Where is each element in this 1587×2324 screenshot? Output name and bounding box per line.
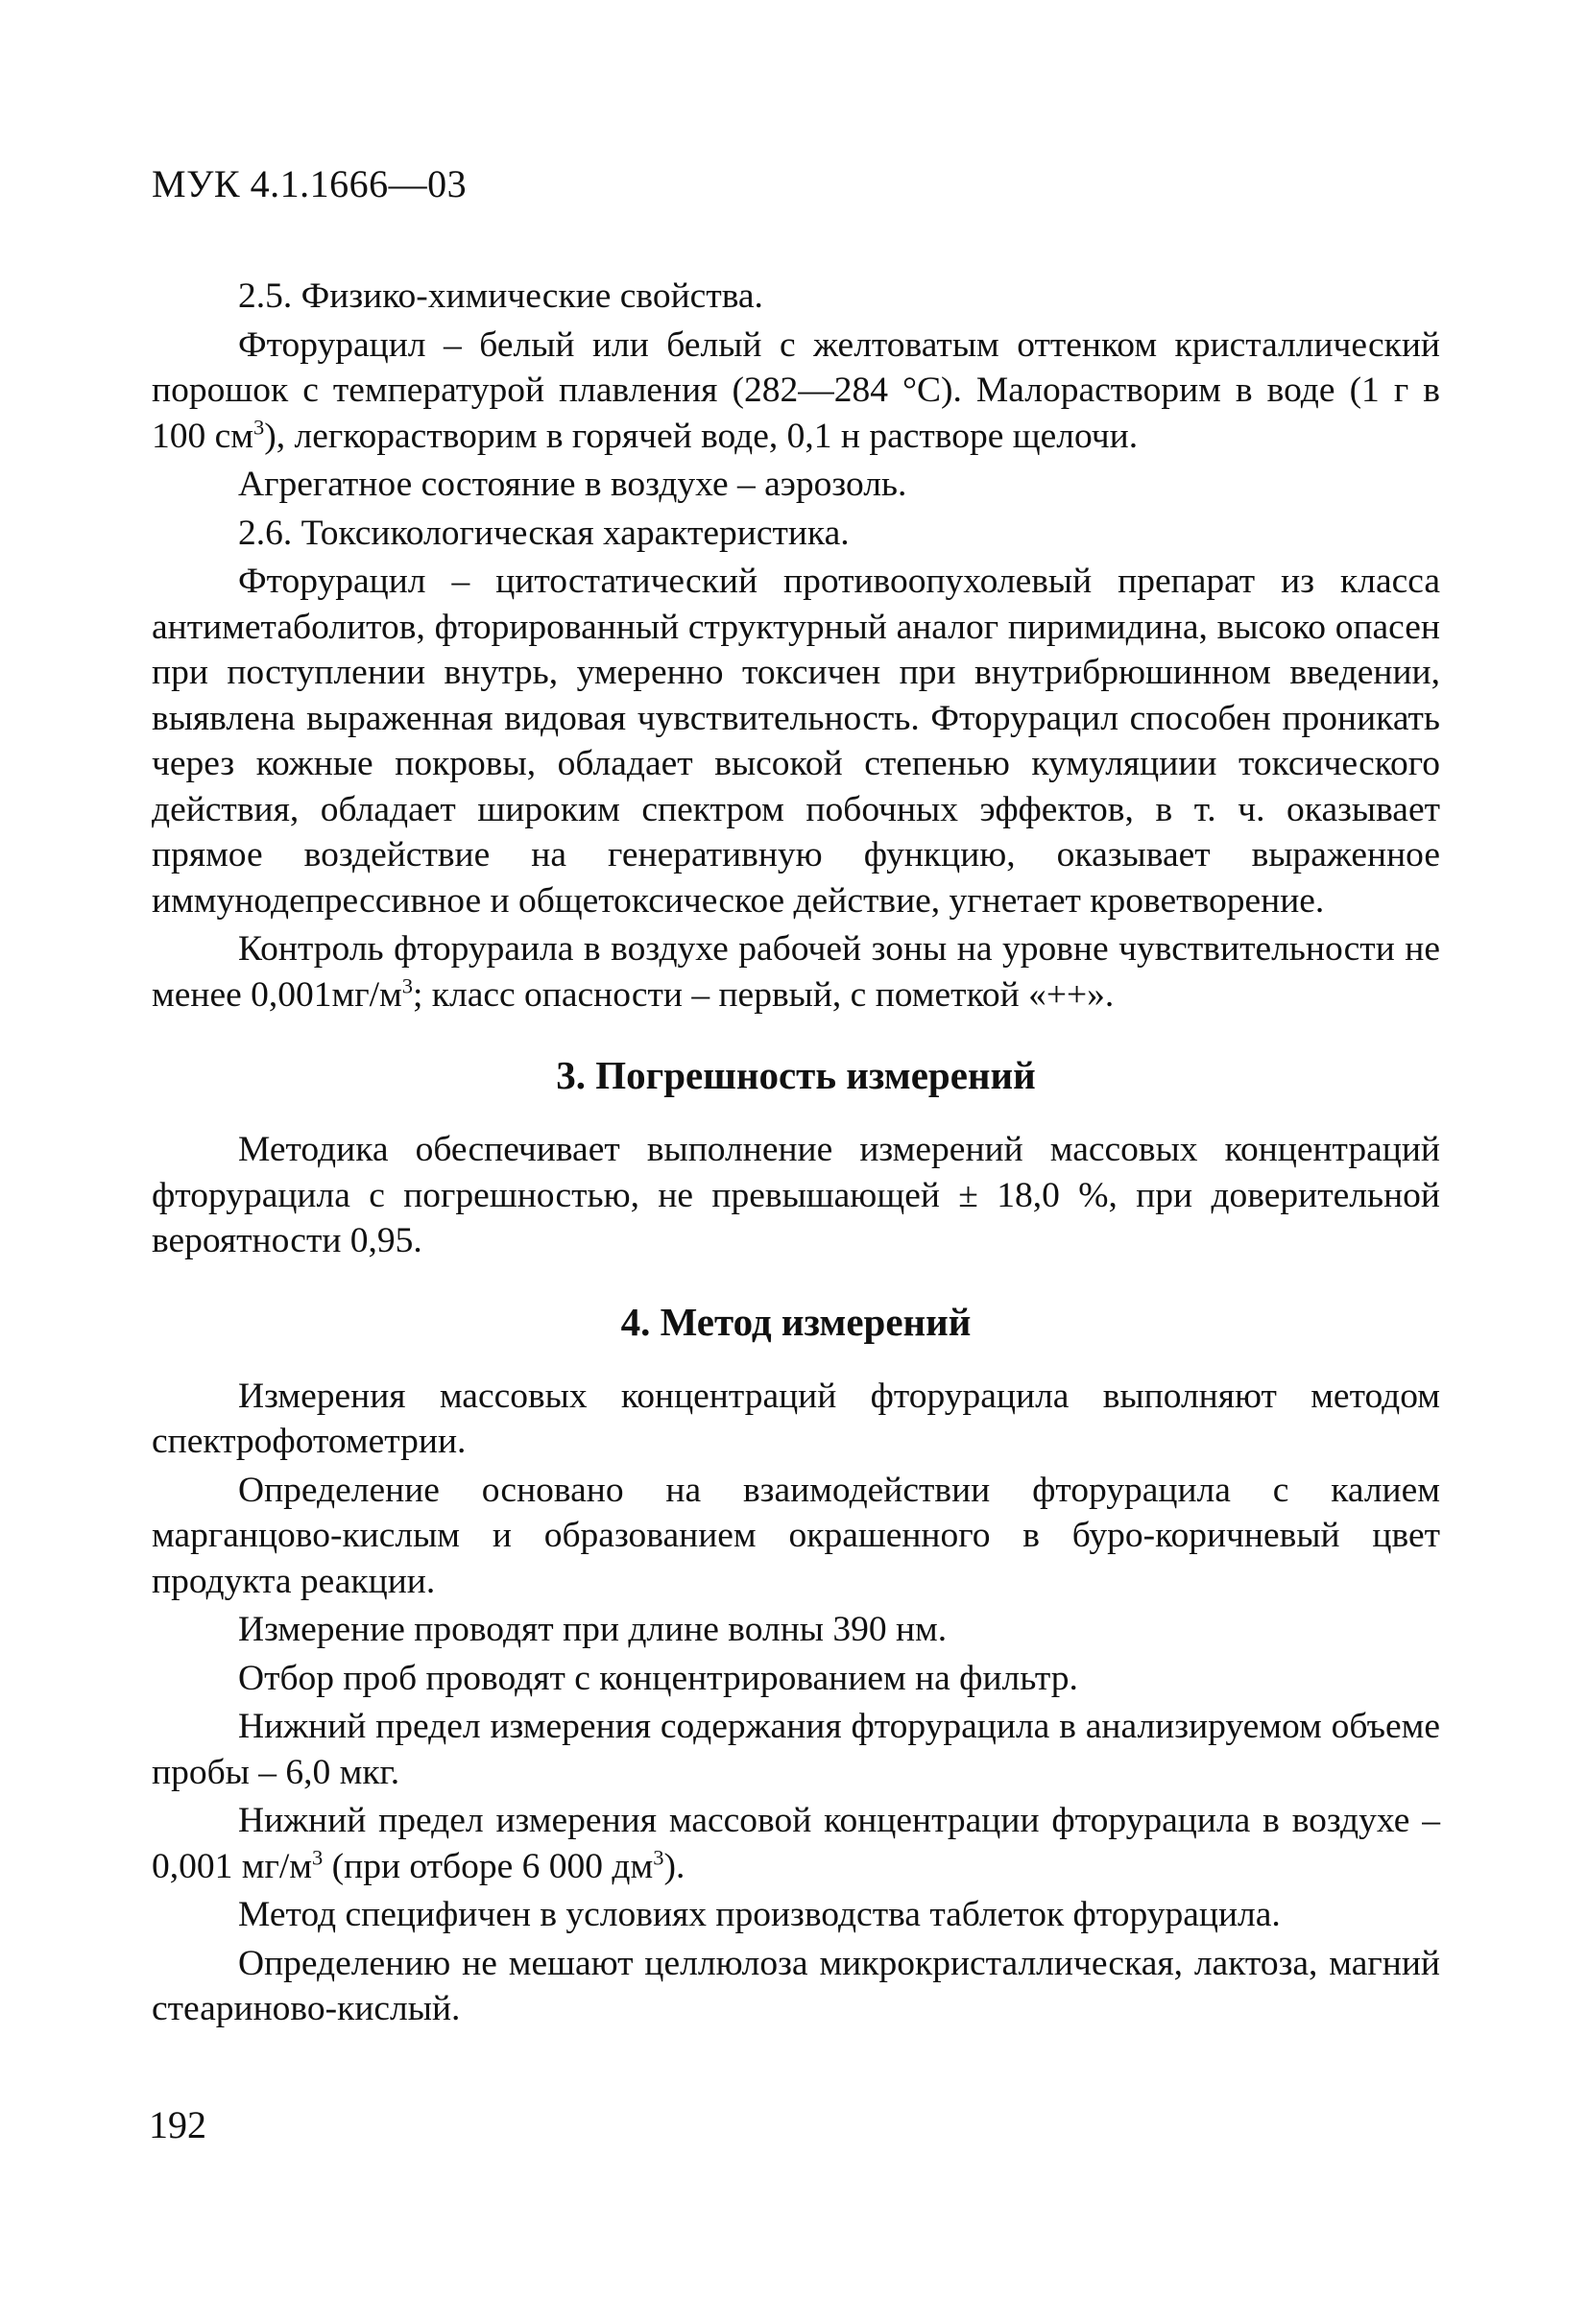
document-body xyxy=(152,274,1440,2032)
text-run: ), легкорастворим в горячей воде, 0,1 н растворе щелочи. xyxy=(264,416,1139,456)
superscript: 3 xyxy=(653,1845,664,1869)
section-4-paragraph-8: Определению не мешают целлюлоза микрокристаллическая, лактоза, магний стеариново-кислый. xyxy=(152,1943,1440,2028)
text-run: ; класс опасности – первый, с пометкой «++». xyxy=(413,974,1115,1015)
superscript: 3 xyxy=(401,973,413,997)
section-4-heading: 4. Метод измерений xyxy=(620,1299,972,1344)
section-2-5-title: 2.5. Физико-химические свойства. xyxy=(238,276,763,316)
section-4-paragraph-2: Определение основано на взаимодействии фторурацила с калием марганцово-кислым и образованием окрашенного в буро-коричневый цвет продукта реакции. xyxy=(152,1470,1440,1601)
text-run: Контроль фтoрураила в воздухе рабочей зоны на уровне чувствительности не менее 0,001мг/м xyxy=(152,929,1440,1015)
section-2-6-title: 2.6. Токсикологическая характеристика. xyxy=(238,513,850,553)
text-run: Фторурацил – белый или белый с желтоватым оттенком кристаллический порошок с температурой плавления (282—284 °С). Малорастворим в воде (1 г в 100 см xyxy=(152,324,1440,456)
section-4-paragraph-4: Отбор проб проводят с концентрированием на фильтр. xyxy=(238,1658,1078,1698)
section-3-paragraph-1: Методика обеспечивает выполнение измерений массовых концентраций фторурацила с погрешностью, не превышающей ± 18,0 %, при доверительной вероятности 0,95. xyxy=(152,1130,1440,1260)
document-code: МУК 4.1.1666—03 xyxy=(152,162,468,205)
section-2-5-paragraph-1 xyxy=(152,323,1440,460)
text-run: (при отборе 6 000 дм xyxy=(323,1846,654,1886)
section-4-paragraph-5: Нижний предел измерения содержания фторурацила в анализируемом объеме пробы – 6,0 мкг. xyxy=(152,1707,1440,1792)
text-run: Нижний предел измерения массовой концентрации фторурацила в воздухе – 0,001 мг/м xyxy=(152,1801,1440,1886)
section-4-paragraph-7: Метод специфичен в условиях производства таблеток фторурацила. xyxy=(238,1895,1281,1934)
section-2-6-paragraph-1: Фторурацил – цитостатический противоопухолевый препарат из класса антиметаболитов, фторированный структурный аналог пиримидина, высоко опасен при поступлении внутрь, умеренно токсичен при внутрибрюшинном введении, выявлена выраженная видовая чувствительность. Фторурацил способен проникать через кожные покровы, обладает высокой степенью кумуляциии токсического действия, обладает широким спектром побочных эффектов, в т. ч. оказывает прямое воздействие на генеративную функцию, оказывает выраженное иммунодепрессивное и общетоксическое действие, угнетает кроветворение. xyxy=(152,562,1440,921)
superscript: 3 xyxy=(253,415,265,439)
section-4-paragraph-1: Измерения массовых концентраций фторурацила выполняют методом спектрофотометрии. xyxy=(152,1376,1440,1461)
section-2-6-paragraph-2 xyxy=(152,926,1440,1018)
section-2-5-paragraph-2: Агрегатное состояние в воздухе – аэрозоль. xyxy=(238,465,907,504)
page-number: 192 xyxy=(149,2103,206,2146)
section-3-heading: 3. Погрешность измерений xyxy=(556,1053,1036,1097)
section-4-paragraph-3: Измерение проводят при длине волны 390 нм. xyxy=(238,1610,948,1649)
superscript: 3 xyxy=(312,1845,324,1869)
section-4-paragraph-6 xyxy=(152,1798,1440,1889)
text-run: ). xyxy=(663,1846,685,1886)
